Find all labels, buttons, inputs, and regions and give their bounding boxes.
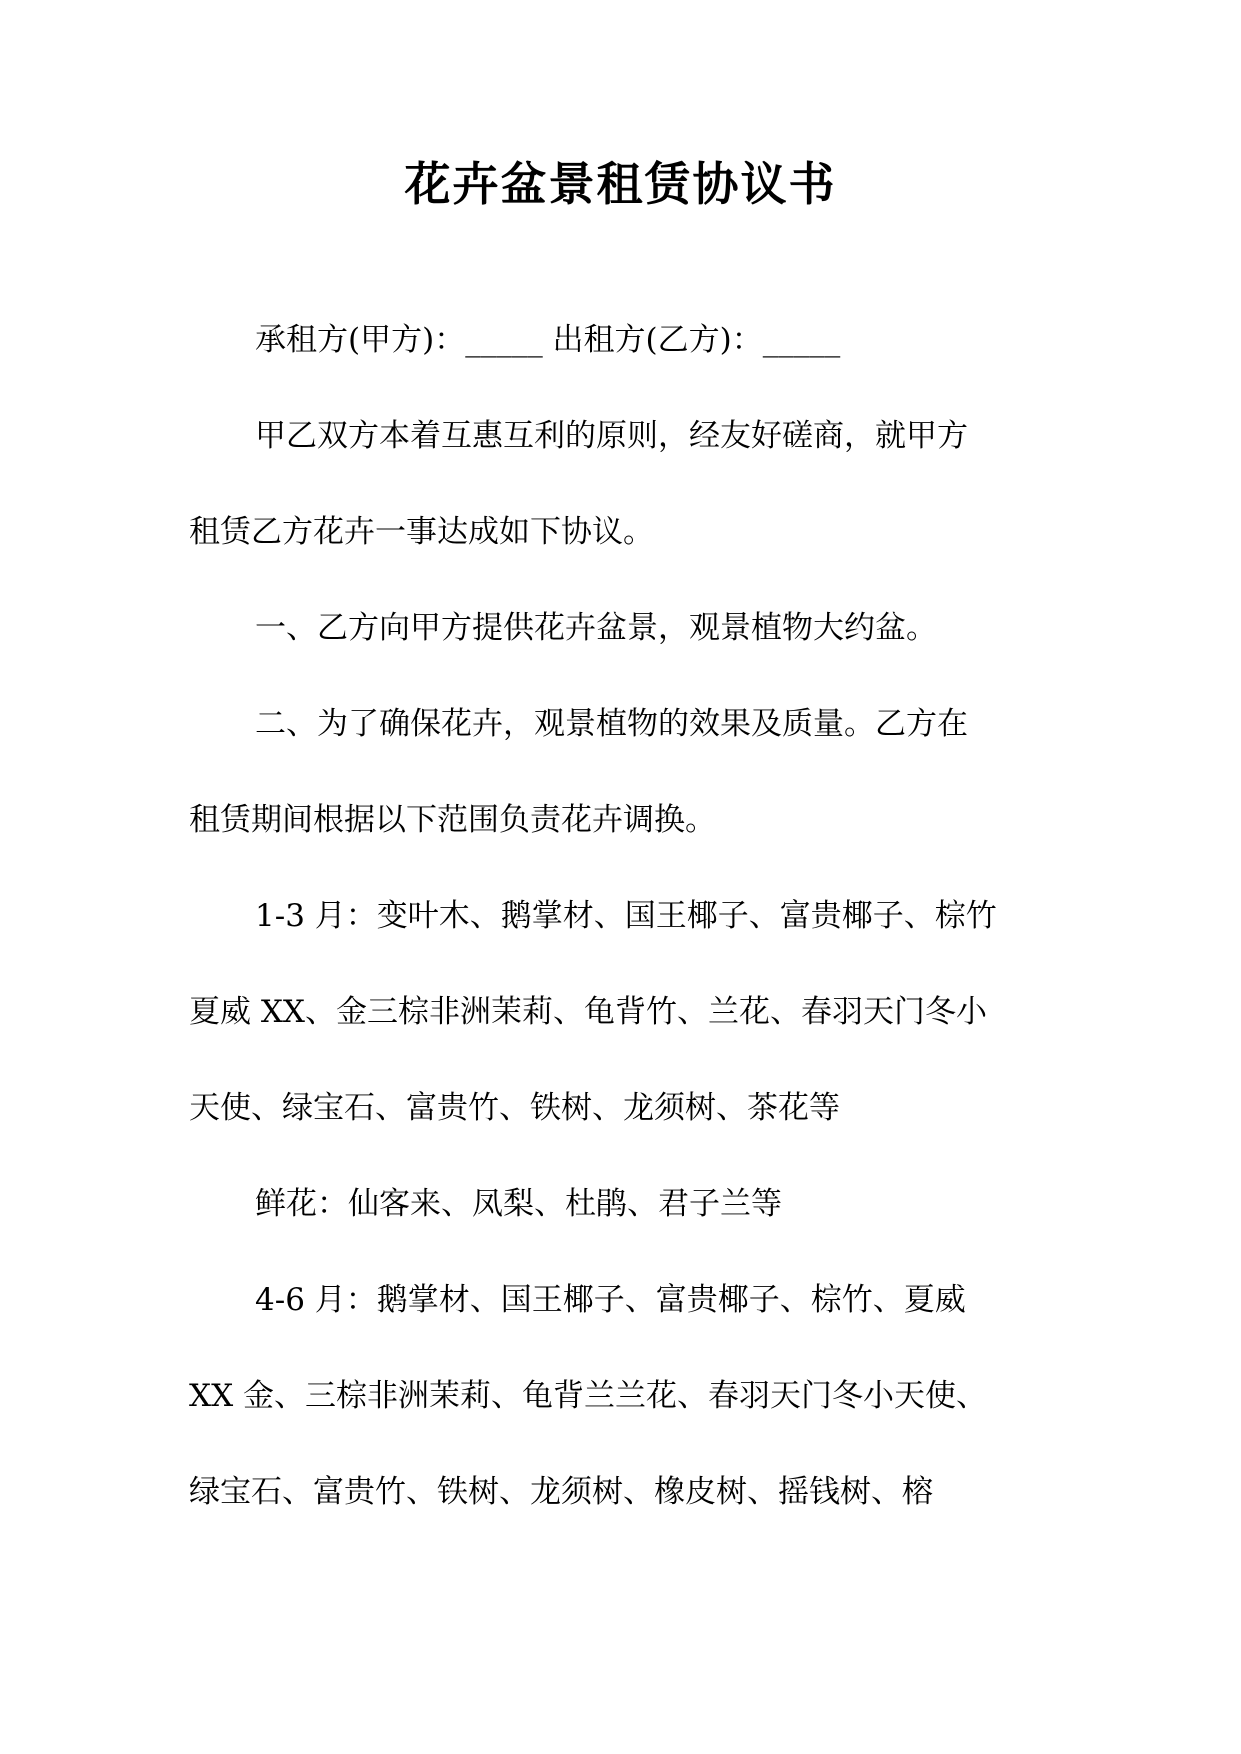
months-4-6-line-2: XX 金、三棕非洲茉莉、龟背兰兰花、春羽天门冬小天使、 [189,1378,987,1414]
months-1-3-line-1: 1-3 月：变叶木、鹅掌材、国王椰子、富贵椰子、棕竹 [255,898,997,934]
months-1-3-line-3: 天使、绿宝石、富贵竹、铁树、龙须树、茶花等 [189,1090,840,1126]
months-1-3-line-2: 夏威 XX、金三棕非洲茉莉、龟背竹、兰花、春羽天门冬小 [189,994,987,1030]
document-title: 花卉盆景租赁协议书 [404,157,837,211]
document-body [189,292,1049,1540]
clause-1-line: 一、乙方向甲方提供花卉盆景，观景植物大约盆。 [255,610,937,646]
intro-paragraph-line-2: 租赁乙方花卉一事达成如下协议。 [189,514,654,550]
clause-2-line-2: 租赁期间根据以下范围负责花卉调换。 [189,802,716,838]
fresh-flowers-line: 鲜花：仙客来、凤梨、杜鹃、君子兰等 [255,1186,782,1222]
intro-paragraph-line-1: 甲乙双方本着互惠互利的原则，经友好磋商，就甲方 [255,418,968,454]
months-4-6-line-3: 绿宝石、富贵竹、铁树、龙须树、橡皮树、摇钱树、榕 [189,1474,933,1510]
parties-line: 承租方(甲方)：_____ 出租方(乙方)：_____ [255,322,841,358]
months-4-6-line-1: 4-6 月：鹅掌材、国王椰子、富贵椰子、棕竹、夏威 [255,1282,966,1318]
clause-2-line-1: 二、为了确保花卉，观景植物的效果及质量。乙方在 [255,706,968,742]
